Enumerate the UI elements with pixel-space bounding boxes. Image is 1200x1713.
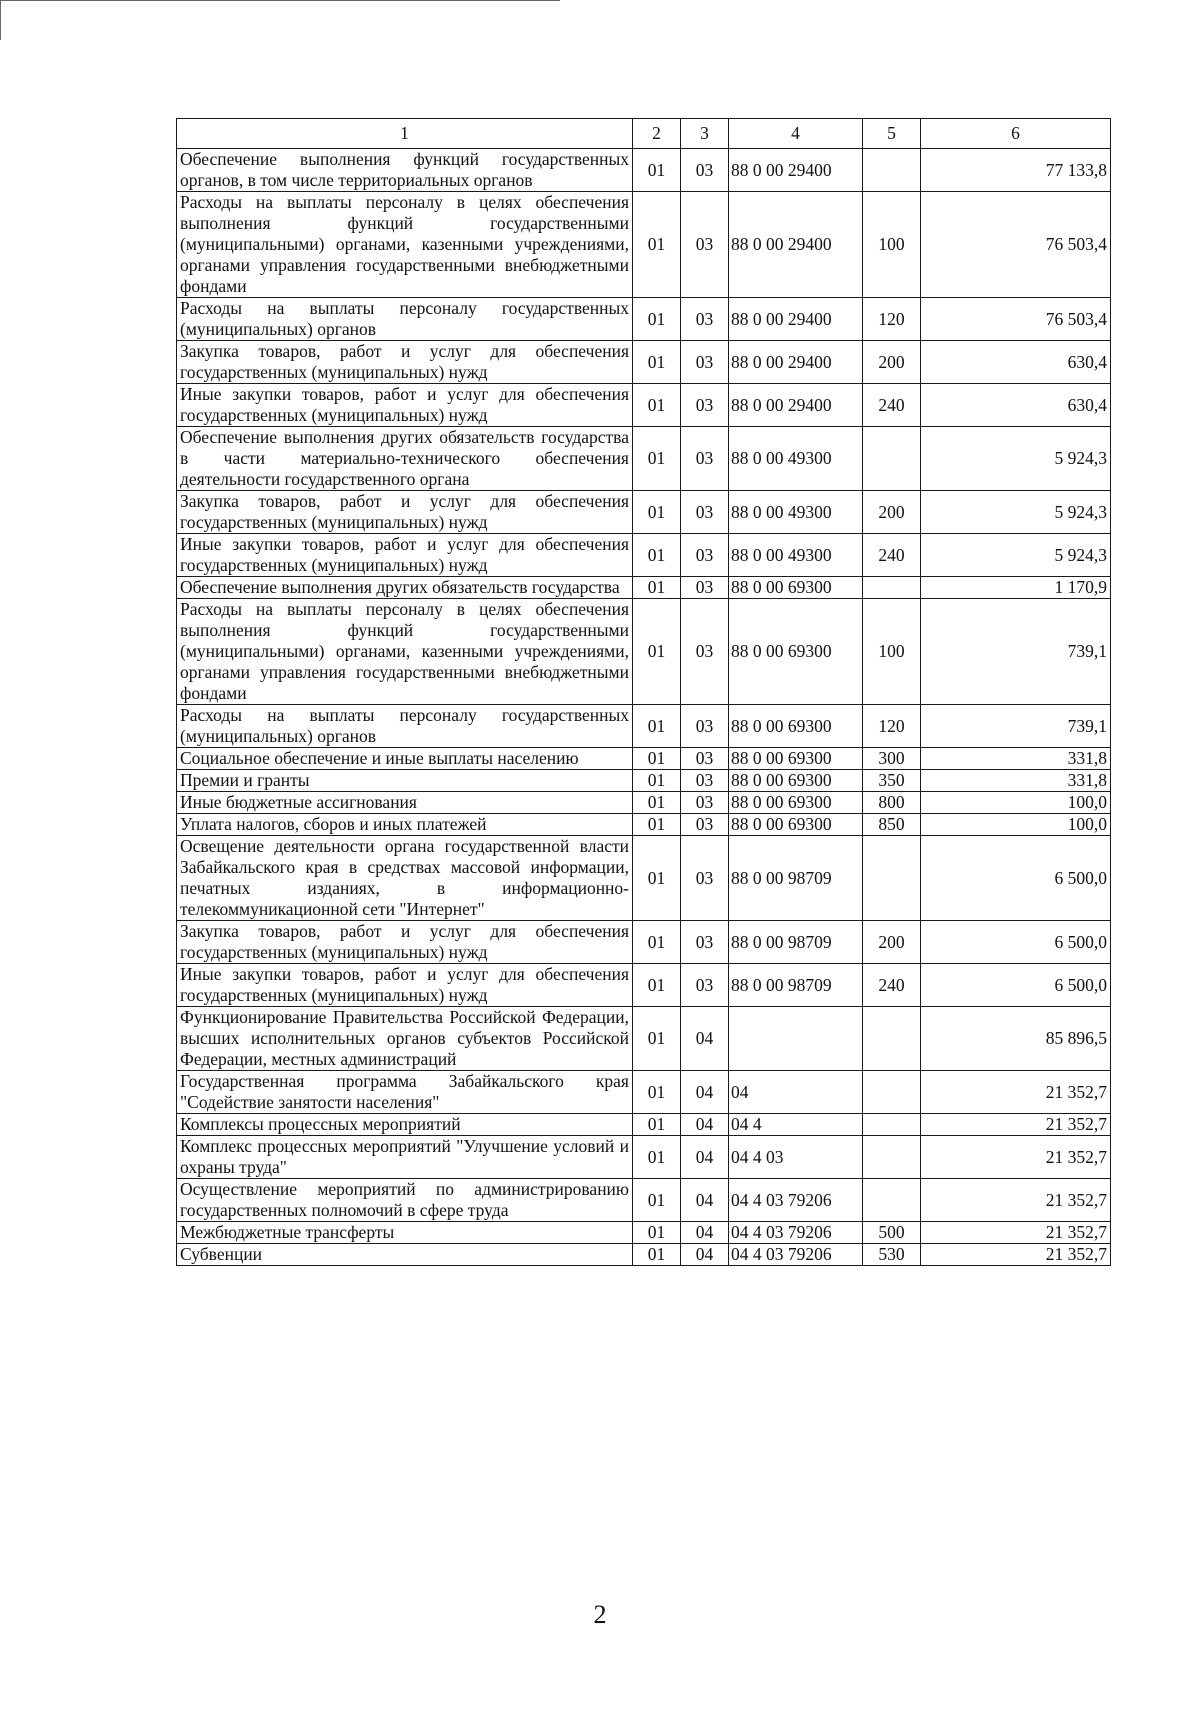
row-expense-type: 300: [863, 748, 921, 770]
row-amount: 6 500,0: [921, 921, 1111, 964]
row-subsection: 03: [681, 341, 729, 384]
row-target-article: 04 4: [729, 1114, 863, 1136]
row-target-article: [729, 1007, 863, 1071]
page-number: 2: [593, 1600, 607, 1629]
row-expense-type: 200: [863, 921, 921, 964]
row-section: 01: [633, 1071, 681, 1114]
row-section: 01: [633, 341, 681, 384]
row-section: 01: [633, 491, 681, 534]
row-amount: 331,8: [921, 748, 1111, 770]
row-name: Осуществление мероприятий по администрированию государственных полномочий в сфере труда: [177, 1179, 633, 1222]
table-row: [177, 384, 1111, 427]
table-row: [177, 921, 1111, 964]
header-col-4: 4: [729, 119, 863, 149]
scan-edge-top: [0, 0, 560, 3]
header-col-6: 6: [921, 119, 1111, 149]
row-target-article: 88 0 00 29400: [729, 298, 863, 341]
row-amount: 76 503,4: [921, 298, 1111, 341]
row-section: 01: [633, 1244, 681, 1266]
row-target-article: 88 0 00 69300: [729, 792, 863, 814]
header-col-5: 5: [863, 119, 921, 149]
row-subsection: 03: [681, 792, 729, 814]
row-amount: 5 924,3: [921, 491, 1111, 534]
table-row: [177, 534, 1111, 577]
row-expense-type: 200: [863, 341, 921, 384]
row-amount: 76 503,4: [921, 192, 1111, 298]
table-row: [177, 298, 1111, 341]
row-subsection: 03: [681, 298, 729, 341]
row-section: 01: [633, 534, 681, 577]
row-section: 01: [633, 298, 681, 341]
header-col-3: 3: [681, 119, 729, 149]
table-row: [177, 705, 1111, 748]
row-expense-type: 120: [863, 298, 921, 341]
header-col-1: 1: [177, 119, 633, 149]
table-row: [177, 491, 1111, 534]
row-expense-type: [863, 577, 921, 599]
table-row: [177, 1007, 1111, 1071]
row-subsection: 03: [681, 814, 729, 836]
table-row: [177, 792, 1111, 814]
row-subsection: 04: [681, 1071, 729, 1114]
table-row: [177, 1136, 1111, 1179]
row-section: 01: [633, 599, 681, 705]
row-amount: 21 352,7: [921, 1071, 1111, 1114]
row-expense-type: [863, 836, 921, 921]
row-target-article: 88 0 00 29400: [729, 192, 863, 298]
row-subsection: 03: [681, 705, 729, 748]
row-amount: 630,4: [921, 384, 1111, 427]
row-target-article: 88 0 00 69300: [729, 705, 863, 748]
row-expense-type: 100: [863, 192, 921, 298]
table-row: [177, 1114, 1111, 1136]
row-name: Иные бюджетные ассигнования: [177, 792, 633, 814]
scan-edge-left: [0, 0, 3, 40]
table-row: [177, 149, 1111, 192]
table-row: [177, 836, 1111, 921]
row-amount: 100,0: [921, 792, 1111, 814]
row-name: Социальное обеспечение и иные выплаты населению: [177, 748, 633, 770]
row-subsection: 03: [681, 748, 729, 770]
table-row: [177, 577, 1111, 599]
row-amount: 21 352,7: [921, 1136, 1111, 1179]
row-section: 01: [633, 921, 681, 964]
row-name: Иные закупки товаров, работ и услуг для обеспечения государственных (муниципальных) нужд: [177, 384, 633, 427]
table-row: [177, 1222, 1111, 1244]
row-name: Обеспечение выполнения других обязательств государства в части материально-технического обеспечения деятельности государственного органа: [177, 427, 633, 491]
row-subsection: 03: [681, 964, 729, 1007]
row-amount: 739,1: [921, 599, 1111, 705]
row-subsection: 03: [681, 384, 729, 427]
row-name: Освещение деятельности органа государственной власти Забайкальского края в средствах массовой информации, печатных изданиях, в информационно-телекоммуникационной сети "Интернет": [177, 836, 633, 921]
row-amount: 5 924,3: [921, 427, 1111, 491]
row-amount: 21 352,7: [921, 1222, 1111, 1244]
row-target-article: 88 0 00 49300: [729, 534, 863, 577]
row-section: 01: [633, 1179, 681, 1222]
row-target-article: 88 0 00 69300: [729, 577, 863, 599]
row-section: 01: [633, 770, 681, 792]
row-target-article: 04 4 03 79206: [729, 1222, 863, 1244]
row-section: 01: [633, 1136, 681, 1179]
row-expense-type: 240: [863, 384, 921, 427]
table-row: [177, 192, 1111, 298]
row-amount: 21 352,7: [921, 1179, 1111, 1222]
row-name: Функционирование Правительства Российской Федерации, высших исполнительных органов субъектов Российской Федерации, местных администраций: [177, 1007, 633, 1071]
row-name: Комплекс процессных мероприятий "Улучшение условий и охраны труда": [177, 1136, 633, 1179]
row-section: 01: [633, 792, 681, 814]
row-name: Обеспечение выполнения других обязательств государства: [177, 577, 633, 599]
row-expense-type: 500: [863, 1222, 921, 1244]
row-subsection: 03: [681, 427, 729, 491]
row-expense-type: [863, 1114, 921, 1136]
row-expense-type: 240: [863, 534, 921, 577]
row-expense-type: 800: [863, 792, 921, 814]
row-target-article: 88 0 00 29400: [729, 384, 863, 427]
row-target-article: 88 0 00 69300: [729, 748, 863, 770]
budget-table: [176, 118, 1111, 1266]
row-target-article: 88 0 00 29400: [729, 149, 863, 192]
table-row: [177, 1071, 1111, 1114]
row-expense-type: 350: [863, 770, 921, 792]
row-subsection: 04: [681, 1244, 729, 1266]
row-amount: 331,8: [921, 770, 1111, 792]
row-target-article: 88 0 00 29400: [729, 341, 863, 384]
row-name: Расходы на выплаты персоналу государственных (муниципальных) органов: [177, 298, 633, 341]
row-amount: 21 352,7: [921, 1244, 1111, 1266]
row-section: 01: [633, 192, 681, 298]
row-subsection: 04: [681, 1136, 729, 1179]
row-section: 01: [633, 384, 681, 427]
row-subsection: 03: [681, 836, 729, 921]
row-name: Закупка товаров, работ и услуг для обеспечения государственных (муниципальных) нужд: [177, 921, 633, 964]
row-expense-type: 100: [863, 599, 921, 705]
row-amount: 1 170,9: [921, 577, 1111, 599]
row-amount: 85 896,5: [921, 1007, 1111, 1071]
table-header-row: [177, 119, 1111, 149]
row-expense-type: 850: [863, 814, 921, 836]
row-section: 01: [633, 1114, 681, 1136]
row-name: Закупка товаров, работ и услуг для обеспечения государственных (муниципальных) нужд: [177, 341, 633, 384]
row-amount: 100,0: [921, 814, 1111, 836]
row-section: 01: [633, 836, 681, 921]
table-row: [177, 748, 1111, 770]
row-subsection: 03: [681, 192, 729, 298]
row-amount: 5 924,3: [921, 534, 1111, 577]
row-section: 01: [633, 427, 681, 491]
row-expense-type: [863, 1179, 921, 1222]
row-name: Закупка товаров, работ и услуг для обеспечения государственных (муниципальных) нужд: [177, 491, 633, 534]
table-row: [177, 427, 1111, 491]
table-row: [177, 1179, 1111, 1222]
row-target-article: 04 4 03 79206: [729, 1244, 863, 1266]
row-expense-type: [863, 427, 921, 491]
row-target-article: 88 0 00 98709: [729, 836, 863, 921]
row-section: 01: [633, 1007, 681, 1071]
row-subsection: 03: [681, 491, 729, 534]
row-expense-type: 120: [863, 705, 921, 748]
row-amount: 6 500,0: [921, 964, 1111, 1007]
row-name: Государственная программа Забайкальского края "Содействие занятости населения": [177, 1071, 633, 1114]
row-section: 01: [633, 1222, 681, 1244]
row-name: Уплата налогов, сборов и иных платежей: [177, 814, 633, 836]
table-row: [177, 770, 1111, 792]
row-section: 01: [633, 705, 681, 748]
row-amount: 6 500,0: [921, 836, 1111, 921]
row-name: Межбюджетные трансферты: [177, 1222, 633, 1244]
row-name: Расходы на выплаты персоналу в целях обеспечения выполнения функций государственными (муниципальными) органами, казенными учреждениями, органами управления государственными внебюджетными фондами: [177, 192, 633, 298]
row-amount: 739,1: [921, 705, 1111, 748]
row-subsection: 04: [681, 1179, 729, 1222]
row-name: Иные закупки товаров, работ и услуг для обеспечения государственных (муниципальных) нужд: [177, 534, 633, 577]
row-section: 01: [633, 577, 681, 599]
row-target-article: 04 4 03: [729, 1136, 863, 1179]
row-section: 01: [633, 814, 681, 836]
header-col-2: 2: [633, 119, 681, 149]
row-expense-type: [863, 1071, 921, 1114]
table-row: [177, 599, 1111, 705]
table-row: [177, 814, 1111, 836]
row-name: Расходы на выплаты персоналу государственных (муниципальных) органов: [177, 705, 633, 748]
row-target-article: 88 0 00 49300: [729, 491, 863, 534]
row-target-article: 88 0 00 49300: [729, 427, 863, 491]
row-target-article: 88 0 00 69300: [729, 599, 863, 705]
row-subsection: 03: [681, 921, 729, 964]
row-amount: 21 352,7: [921, 1114, 1111, 1136]
row-subsection: 04: [681, 1007, 729, 1071]
row-target-article: 88 0 00 69300: [729, 770, 863, 792]
row-name: Премии и гранты: [177, 770, 633, 792]
row-expense-type: 240: [863, 964, 921, 1007]
row-name: Субвенции: [177, 1244, 633, 1266]
row-expense-type: 200: [863, 491, 921, 534]
row-subsection: 04: [681, 1114, 729, 1136]
row-amount: 630,4: [921, 341, 1111, 384]
row-expense-type: [863, 149, 921, 192]
row-target-article: 04 4 03 79206: [729, 1179, 863, 1222]
table-row: [177, 1244, 1111, 1266]
row-target-article: 04: [729, 1071, 863, 1114]
row-section: 01: [633, 149, 681, 192]
row-target-article: 88 0 00 98709: [729, 921, 863, 964]
row-expense-type: [863, 1007, 921, 1071]
row-subsection: 03: [681, 577, 729, 599]
row-name: Иные закупки товаров, работ и услуг для обеспечения государственных (муниципальных) нужд: [177, 964, 633, 1007]
row-expense-type: 530: [863, 1244, 921, 1266]
row-name: Обеспечение выполнения функций государственных органов, в том числе территориальных органов: [177, 149, 633, 192]
row-subsection: 03: [681, 770, 729, 792]
table-row: [177, 964, 1111, 1007]
row-subsection: 03: [681, 149, 729, 192]
row-section: 01: [633, 748, 681, 770]
row-subsection: 04: [681, 1222, 729, 1244]
row-target-article: 88 0 00 69300: [729, 814, 863, 836]
row-section: 01: [633, 964, 681, 1007]
row-subsection: 03: [681, 599, 729, 705]
row-name: Комплексы процессных мероприятий: [177, 1114, 633, 1136]
row-target-article: 88 0 00 98709: [729, 964, 863, 1007]
row-amount: 77 133,8: [921, 149, 1111, 192]
row-subsection: 03: [681, 534, 729, 577]
table-row: [177, 341, 1111, 384]
row-expense-type: [863, 1136, 921, 1179]
row-name: Расходы на выплаты персоналу в целях обеспечения выполнения функций государственными (муниципальными) органами, казенными учреждениями, органами управления государственными внебюджетными фондами: [177, 599, 633, 705]
